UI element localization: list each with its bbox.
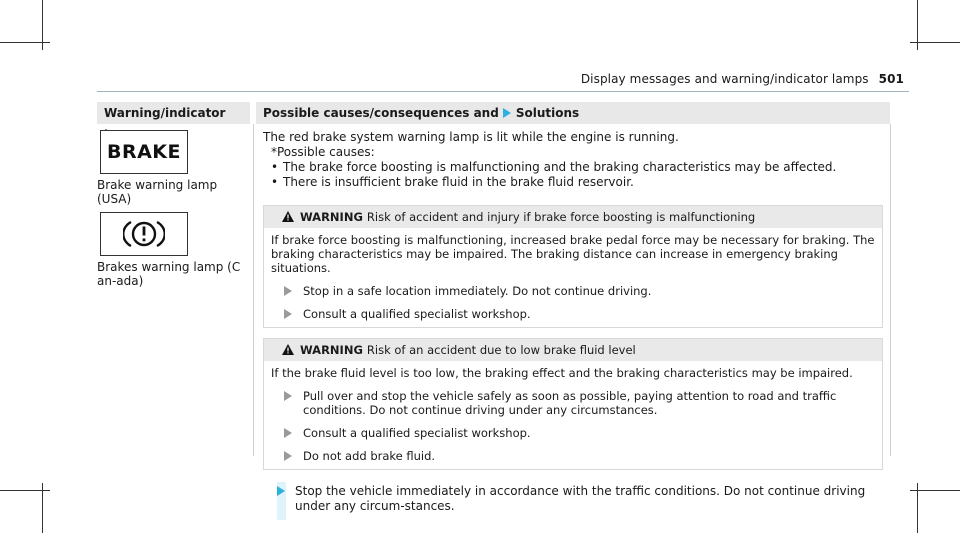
step-arrow-icon [284, 451, 292, 461]
warning-header [264, 206, 882, 228]
warning-header [264, 339, 882, 361]
table-right-edge [890, 124, 891, 456]
header-title: Display messages and warning/indicator lamps [580, 72, 869, 86]
cause-item: • The brake force boosting is malfunctioning and the braking characteristics may be affected. [263, 160, 883, 175]
action-step [271, 307, 876, 321]
warning-body [264, 361, 882, 469]
action-step [271, 284, 876, 298]
step-text: Pull over and stop the vehicle safely as soon as possible, paying attention to road and traffic conditions. Do not continue driving under any circumstances. [303, 389, 837, 417]
table-header-solutions [256, 102, 890, 124]
page-number: 501 [878, 72, 904, 86]
warning-label: WARNING [300, 210, 363, 224]
warning-box-force-boosting [263, 205, 883, 328]
lamp-column [97, 130, 247, 288]
solution-arrow-icon [503, 108, 511, 118]
col1-header-text: Warning/indicator [104, 106, 226, 120]
solution-text: Stop the vehicle immediately in accordance with the traffic conditions. Do not continue driving under any circum-stances. [295, 484, 866, 513]
lamp2-caption: Brakes warning lamp (Can-ada) [97, 260, 241, 288]
step-text: Consult a qualified specialist workshop. [303, 307, 531, 321]
warning-box-fluid-level [263, 338, 883, 470]
crop-mark [910, 490, 960, 491]
column-divider [253, 124, 254, 456]
warning-triangle-icon [282, 344, 294, 355]
action-step [271, 426, 876, 440]
col2-header-text: Possible causes/consequences and [263, 106, 499, 120]
step-text: Consult a qualified specialist workshop. [303, 426, 531, 440]
brake-warning-lamp-icon [100, 130, 188, 174]
intro-text: The red brake system warning lamp is lit while the engine is running. [263, 130, 679, 144]
step-arrow-icon [284, 286, 292, 296]
warning-title: Risk of accident and injury if brake force boosting is malfunctioning [366, 210, 756, 224]
cause-item: • There is insufficient brake fluid in the brake fluid reservoir. [263, 175, 883, 190]
step-text: Do not add brake fluid. [303, 449, 436, 463]
col2-header-suffix: Solutions [515, 106, 580, 120]
warning-label: WARNING [300, 343, 363, 357]
warning-title: Risk of an accident due to low brake fluid level [366, 343, 636, 357]
step-arrow-icon [284, 428, 292, 438]
solutions-column [263, 130, 883, 514]
crop-mark [0, 490, 50, 491]
step-arrow-icon [284, 309, 292, 319]
solution-step [263, 484, 883, 514]
brake-circle-lamp-icon [100, 212, 188, 256]
warning-body-text: If brake force boosting is malfunctioning, increased brake pedal force may be necessary for braking. The braking characteristics may be impaired. The braking distance can increase in emergency braking situations. [271, 233, 875, 275]
step-text: Stop in a safe location immediately. Do not continue driving. [303, 284, 652, 298]
lamp1-caption: Brake warning lamp (USA) [97, 178, 218, 206]
solution-arrow-icon [277, 486, 285, 496]
warning-triangle-icon [282, 211, 294, 222]
step-arrow-icon [284, 391, 292, 401]
brake-lamp-text: BRAKE [106, 141, 182, 163]
action-step [271, 449, 876, 463]
running-header [581, 72, 904, 86]
crop-mark [910, 42, 960, 43]
action-step [271, 389, 876, 417]
table-header-lamp [97, 102, 250, 124]
warning-body-text: If the brake fluid level is too low, the braking effect and the braking characteristics may be impaired. [271, 366, 853, 380]
crop-mark [0, 42, 50, 43]
header-rule [97, 91, 909, 92]
causes-label: *Possible causes: [271, 145, 375, 159]
warning-body [264, 228, 882, 327]
